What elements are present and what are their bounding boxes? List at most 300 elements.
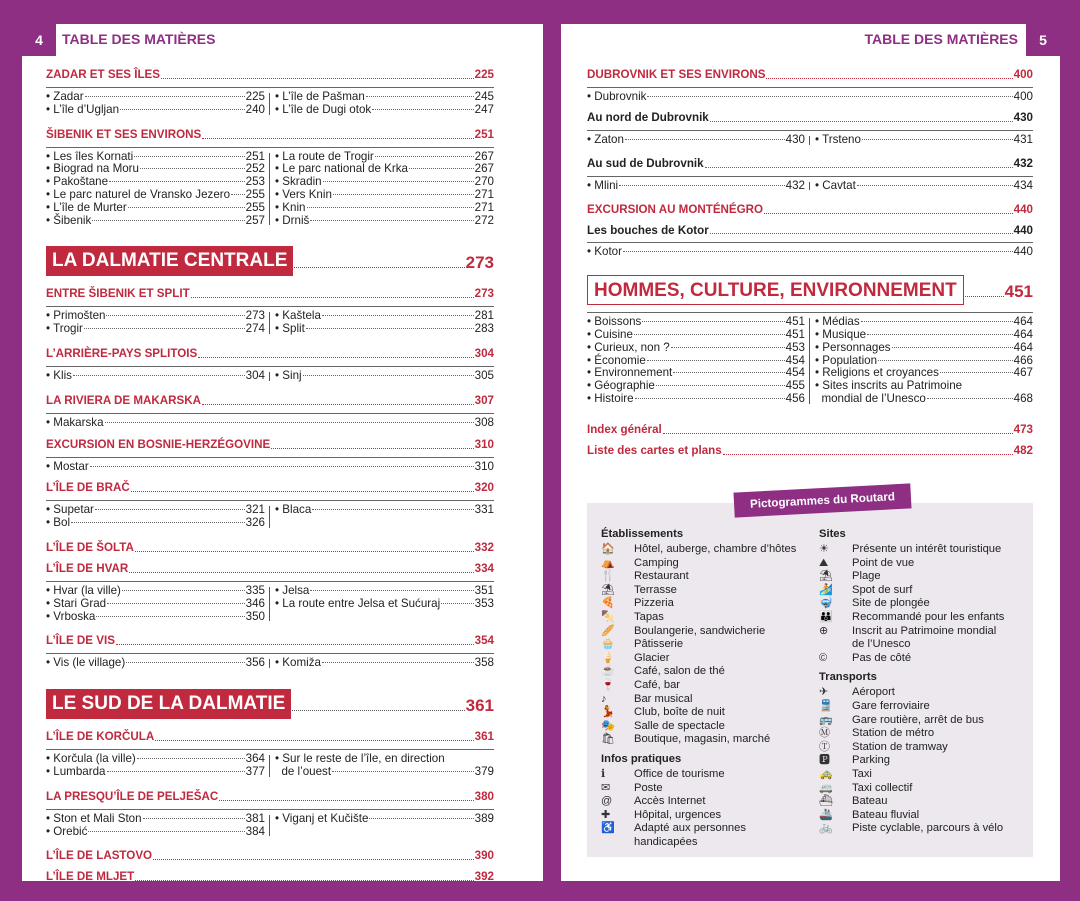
legend-title: Pictogrammes du Routard (733, 483, 911, 517)
entry-page: 356 (245, 656, 265, 670)
legend-label: Boutique, magasin, marché (634, 733, 771, 746)
legend-item (819, 597, 1029, 611)
entry-list (46, 461, 494, 478)
legend-item (819, 754, 1029, 768)
entry-label: • Environnement (587, 366, 673, 380)
leader-dots (861, 321, 1013, 322)
diving-icon: 🤿 (819, 597, 833, 610)
section-page: 332 (474, 540, 494, 554)
legend-item (819, 700, 1029, 714)
viewpoint-icon: ⛰ (819, 556, 829, 569)
toc-entry[interactable] (275, 504, 494, 517)
toc-entry[interactable] (275, 104, 494, 117)
leader-dots (122, 590, 245, 591)
section-page: 392 (474, 870, 494, 881)
leader-dots (857, 185, 1013, 186)
leader-dots (198, 357, 473, 358)
legend-item (601, 570, 811, 584)
entry-page: 466 (1013, 353, 1033, 367)
entry-label-cont: de l’ouest (275, 764, 332, 778)
section-heading[interactable] (587, 108, 1033, 128)
entry-page: 257 (245, 213, 265, 227)
toc-entry[interactable] (275, 323, 494, 336)
entry-label: • Zaton (587, 132, 624, 146)
toc-entry[interactable] (46, 104, 265, 117)
entry-column (815, 316, 1033, 406)
entry-column (587, 316, 815, 406)
children-icon: 👪 (819, 610, 833, 623)
entry-label: • Kaštela (275, 309, 321, 323)
header-title: TABLE DES MATIÈRES (864, 31, 1018, 47)
entry-page: 350 (245, 609, 265, 623)
legend-item (819, 611, 1029, 625)
legend-label: Pâtisserie (634, 638, 684, 651)
legend-label: Gare ferroviaire (852, 699, 930, 712)
entry-label: • Orebić (46, 824, 88, 838)
section-heading[interactable] (46, 434, 494, 455)
toc-entry[interactable] (275, 598, 494, 611)
leader-dots (372, 109, 473, 110)
entry-page: 455 (785, 379, 805, 393)
section-title: Au sud de Dubrovnik (587, 157, 704, 171)
leader-dots (647, 96, 1012, 97)
sight-icon: ☀ (819, 543, 829, 555)
entry-page: 353 (474, 596, 494, 610)
entry-page: 271 (474, 187, 494, 201)
section-page: 390 (474, 849, 494, 863)
entry-columns (46, 813, 494, 846)
section-page: 251 (474, 127, 494, 141)
leader-dots (92, 220, 244, 221)
toc-entry[interactable] (275, 585, 494, 598)
entry-column (275, 753, 494, 779)
section-heading[interactable] (46, 866, 494, 881)
part-page: 361 (465, 696, 494, 716)
toc-entry[interactable] (275, 657, 494, 670)
section-heading[interactable] (46, 845, 494, 866)
entry-page: 364 (245, 752, 265, 766)
entry-label: • Cuisine (587, 327, 633, 341)
leader-dots (862, 139, 1013, 140)
entry-columns (46, 151, 494, 235)
shared-taxi-icon: 🚐 (819, 781, 833, 794)
toc-entry[interactable] (46, 91, 265, 104)
tram-icon: Ⓣ (819, 740, 830, 753)
toc-entry[interactable] (815, 329, 1033, 342)
toc-entry[interactable] (46, 826, 265, 839)
legend-item (601, 733, 811, 747)
page-number: 4 (22, 24, 56, 56)
toc-entry[interactable] (46, 323, 265, 336)
entry-column (46, 504, 275, 530)
page-header (22, 24, 543, 56)
entry-column (275, 504, 494, 530)
leader-dots (867, 334, 1013, 335)
toc-entry[interactable] (275, 189, 494, 202)
entry-page: 379 (474, 764, 494, 778)
section-title: L’ÎLE DE MLJET (46, 870, 135, 881)
train-icon: 🚆 (819, 699, 833, 712)
toc-entry[interactable] (275, 813, 494, 826)
toc-entry[interactable] (46, 189, 265, 202)
entry-columns (46, 753, 494, 786)
toc-entry[interactable] (46, 517, 265, 530)
entry-page: 308 (474, 415, 494, 429)
entry-label: • Sur le reste de l’île, en direction (275, 752, 445, 766)
toc-entry[interactable] (815, 380, 1033, 406)
leader-dots (965, 296, 1004, 297)
toc-entry[interactable] (275, 202, 494, 215)
entry-page: 440 (1013, 245, 1033, 259)
section-rule (46, 749, 494, 750)
entry-columns (587, 180, 1033, 200)
leader-dots (710, 121, 1013, 122)
entry-page: 358 (474, 656, 494, 670)
leader-dots (88, 831, 244, 832)
section-heading[interactable] (587, 154, 1033, 174)
section-rule (46, 653, 494, 654)
legend-label: Parking (852, 754, 890, 767)
entry-column (275, 657, 494, 670)
toc-content (46, 64, 494, 881)
toc-entry[interactable] (46, 598, 265, 611)
section-heading[interactable] (46, 64, 494, 85)
section-heading[interactable] (46, 726, 494, 747)
section-title: EXCURSION EN BOSNIE-HERZÉGOVINE (46, 437, 271, 451)
toc-entry[interactable] (587, 134, 805, 147)
legend-item (601, 822, 811, 849)
legend-label: Office de tourisme (634, 767, 725, 780)
entry-page: 251 (245, 149, 265, 163)
leader-dots (323, 181, 474, 182)
header-title: TABLE DES MATIÈRES (62, 31, 216, 47)
entry-column (587, 134, 815, 147)
legend-item (819, 652, 1029, 666)
toc-entry[interactable] (275, 310, 494, 323)
legend-label: Recommandé pour les enfants (852, 610, 1005, 623)
legend-label: Tapas (634, 610, 664, 623)
bakery-icon: 🥖 (601, 624, 615, 637)
section-title: L’ÎLE DE VIS (46, 634, 115, 648)
leader-dots (306, 328, 474, 329)
section-heading[interactable] (46, 630, 494, 651)
section-title: ENTRE ŠIBENIK ET SPLIT (46, 287, 190, 301)
hospital-icon: ✚ (601, 808, 611, 821)
column-divider (269, 587, 270, 621)
section-page: 440 (1013, 203, 1033, 217)
entry-label: • Dubrovnik (587, 90, 647, 103)
toc-entry[interactable] (46, 766, 265, 779)
entry-column (46, 657, 275, 670)
entry-column (46, 585, 275, 623)
info-icon: ℹ (601, 767, 606, 780)
toc-entry[interactable] (46, 202, 265, 215)
section-rule (587, 130, 1033, 131)
toc-entry[interactable] (46, 813, 265, 826)
leader-dots (116, 644, 474, 645)
section-page: 440 (1013, 223, 1033, 237)
entry-column (46, 310, 275, 336)
part-heading[interactable] (587, 267, 1033, 305)
entry-page: 252 (245, 162, 265, 176)
leader-dots (85, 96, 245, 97)
section-heading[interactable] (46, 390, 494, 411)
legend-item (819, 714, 1029, 728)
section-title: LA RIVIERA DE MAKARSKA (46, 393, 202, 407)
toc-entry[interactable] (815, 342, 1033, 355)
legend-item (819, 686, 1029, 700)
leader-dots (635, 398, 785, 399)
section-title: ŠIBENIK ET SES ENVIRONS (46, 127, 202, 141)
section-rule (587, 176, 1033, 177)
entry-label: • Médias (815, 315, 860, 329)
section-heading[interactable] (587, 199, 1033, 220)
legend-item (601, 706, 811, 720)
entry-label: • Vis (le village) (46, 656, 126, 670)
entry-label: • Zadar (46, 90, 84, 103)
legend-label: Terrasse (634, 583, 677, 596)
toc-entry[interactable] (587, 393, 805, 406)
legend-label: Site de plongée (852, 597, 930, 610)
legend-item (601, 768, 811, 782)
entry-page: 305 (474, 368, 494, 382)
part-heading[interactable] (46, 681, 494, 719)
section-page: 307 (474, 393, 494, 407)
leader-dots (310, 590, 473, 591)
legend-item (601, 809, 811, 823)
entry-page: 456 (785, 391, 805, 405)
entry-columns (46, 310, 494, 343)
section-page: 334 (474, 561, 494, 575)
entry-label: • Blaca (275, 503, 312, 517)
leader-dots (95, 509, 245, 510)
entry-label: • Histoire (587, 391, 634, 405)
entry-list (46, 417, 494, 434)
section-heading[interactable] (587, 220, 1033, 240)
section-heading[interactable] (46, 343, 494, 364)
legend-label: Piste cyclable, parcours à vélo (852, 822, 1004, 835)
section-heading[interactable] (46, 786, 494, 807)
section-heading[interactable] (587, 440, 1033, 461)
entry-column (815, 134, 1033, 147)
legend-item (601, 652, 811, 666)
entry-page: 464 (1013, 327, 1033, 341)
section-heading[interactable] (587, 64, 1033, 85)
legend-label: Poste (634, 781, 663, 794)
entry-page: 225 (245, 90, 265, 103)
toc-entry[interactable] (587, 180, 805, 193)
legend-label: Restaurant (634, 570, 689, 583)
leader-dots (892, 347, 1013, 348)
legend-group-title: Transports (819, 671, 877, 684)
section-page: 473 (1013, 422, 1033, 436)
entry-label: • Lumbarda (46, 764, 106, 778)
entry-label: • Cavtat (815, 178, 856, 192)
leader-dots (105, 422, 474, 423)
leader-dots (369, 818, 473, 819)
entry-page: 271 (474, 200, 494, 214)
legend-item (819, 543, 1029, 557)
entry-columns (46, 657, 494, 677)
leader-dots (71, 522, 245, 523)
bar-icon: 🍷 (601, 678, 615, 691)
leader-dots (656, 385, 785, 386)
terrace-icon: ⛱ (601, 583, 615, 596)
entry-column (275, 585, 494, 623)
entry-page: 267 (474, 149, 494, 163)
entry-label: • Kotor (587, 245, 622, 259)
entry-page: 384 (245, 824, 265, 838)
toc-entry[interactable] (46, 504, 265, 517)
leader-dots (120, 109, 245, 110)
entry-columns (46, 370, 494, 390)
airport-icon: ✈ (819, 686, 829, 699)
entry-page: 346 (245, 596, 265, 610)
leader-dots (409, 168, 474, 169)
toc-entry[interactable] (587, 329, 805, 342)
leader-dots (106, 315, 244, 316)
legend-column (601, 526, 811, 849)
beach-icon: ⛱ (819, 570, 833, 583)
toc-entry[interactable] (275, 91, 494, 104)
toc-entry[interactable] (587, 246, 1033, 259)
legend-item (819, 741, 1029, 755)
nightclub-icon: 💃 (601, 706, 615, 719)
leader-dots (310, 220, 473, 221)
section-rule (46, 581, 494, 582)
leader-dots (322, 662, 474, 663)
toc-entry[interactable] (46, 611, 265, 624)
leader-dots (723, 454, 1013, 455)
legend-item (819, 782, 1029, 796)
section-title: ZADAR ET SES ÎLES (46, 68, 161, 81)
part-page: 273 (465, 253, 494, 273)
entry-page: 267 (474, 162, 494, 176)
entry-list (587, 91, 1033, 108)
toc-entry[interactable] (275, 753, 494, 779)
toc-entry[interactable] (587, 91, 1033, 104)
part-title: LE SUD DE LA DALMATIE (46, 689, 291, 719)
toc-entry[interactable] (275, 215, 494, 228)
section-title: Liste des cartes et plans (587, 443, 722, 457)
legend-label: Station de métro (852, 727, 935, 740)
section-heading[interactable] (587, 419, 1033, 440)
toc-entry[interactable] (46, 370, 265, 383)
entry-label: • La route entre Jelsa et Sućuraj (275, 596, 441, 610)
legend-label: Point de vue (852, 556, 915, 569)
toc-entry[interactable] (46, 461, 494, 474)
part-page: 451 (1004, 282, 1033, 302)
column-divider (809, 318, 810, 404)
entry-page: 400 (1013, 90, 1033, 103)
entry-column (275, 310, 494, 336)
legend-item (601, 795, 811, 809)
leader-dots (202, 404, 474, 405)
leader-dots (231, 194, 245, 195)
legend-label: Spot de surf (852, 583, 913, 596)
legend-item (601, 720, 811, 734)
column-divider (809, 136, 810, 145)
section-title: L’ARRIÈRE-PAYS SPLITOIS (46, 346, 198, 360)
leader-dots (153, 859, 474, 860)
section-heading[interactable] (46, 477, 494, 498)
column-divider (269, 815, 270, 837)
toc-entry[interactable] (46, 585, 265, 598)
tea-icon: ☕ (601, 665, 615, 678)
entry-label: • Mlini (587, 178, 619, 192)
legend-label: Camping (634, 556, 679, 569)
section-heading[interactable] (46, 537, 494, 558)
toc-entry[interactable] (275, 370, 494, 383)
column-divider (269, 506, 270, 528)
leader-dots (202, 138, 473, 139)
leader-dots (634, 334, 785, 335)
toc-entry[interactable] (46, 215, 265, 228)
entry-page: 310 (474, 459, 494, 473)
section-heading[interactable] (46, 558, 494, 579)
entry-page: 273 (245, 309, 265, 323)
entry-columns (587, 316, 1033, 413)
toc-entry[interactable] (815, 180, 1033, 193)
section-title: L’ÎLE DE HVAR (46, 561, 129, 575)
toc-entry[interactable] (815, 134, 1033, 147)
section-page: 273 (474, 287, 494, 301)
legend-item (819, 809, 1029, 823)
camping-icon: ⛺ (601, 556, 615, 569)
section-heading[interactable] (46, 124, 494, 145)
leader-dots (710, 233, 1013, 234)
entry-label: • Split (275, 322, 305, 336)
section-page: 482 (1013, 443, 1033, 457)
entry-label: • Sites inscrits au Patrimoine (815, 379, 963, 393)
toc-entry[interactable] (587, 342, 805, 355)
legend-item (601, 665, 811, 679)
entry-page: 331 (474, 503, 494, 517)
legend-label: Bateau (852, 795, 888, 808)
entry-column (46, 370, 275, 383)
entry-label: • Économie (587, 353, 646, 367)
leader-dots (84, 328, 245, 329)
leader-dots (671, 347, 785, 348)
toc-entry[interactable] (46, 417, 494, 430)
entry-page: 253 (245, 175, 265, 189)
legend-item (601, 597, 811, 611)
legend-label: Café, salon de thé (634, 665, 725, 678)
entry-label: • Hvar (la ville) (46, 583, 121, 597)
entry-page: 381 (245, 811, 265, 825)
entry-label: • Le parc naturel de Vransko Jezero (46, 187, 231, 201)
entry-label: • Boissons (587, 315, 642, 329)
entry-column (815, 180, 1033, 193)
icecream-icon: 🍦 (601, 651, 615, 664)
pizzeria-icon: 🍕 (601, 597, 615, 610)
column-divider (269, 372, 270, 381)
entry-page: 351 (474, 583, 494, 597)
parking-icon: 🅿 (819, 754, 830, 767)
section-title: Index général (587, 422, 662, 436)
section-heading[interactable] (46, 283, 494, 304)
legend-item (601, 543, 811, 557)
part-heading[interactable] (46, 238, 494, 276)
legend-label: Présente un intérêt touristique (852, 543, 1002, 555)
section-title: EXCURSION AU MONTÉNÉGRO (587, 203, 764, 217)
section-rule (46, 366, 494, 367)
section-rule (587, 242, 1033, 243)
toc-entry[interactable] (46, 657, 265, 670)
entry-label: • Trogir (46, 322, 83, 336)
section-rule (46, 147, 494, 148)
legend-group-title: Sites (819, 528, 846, 540)
